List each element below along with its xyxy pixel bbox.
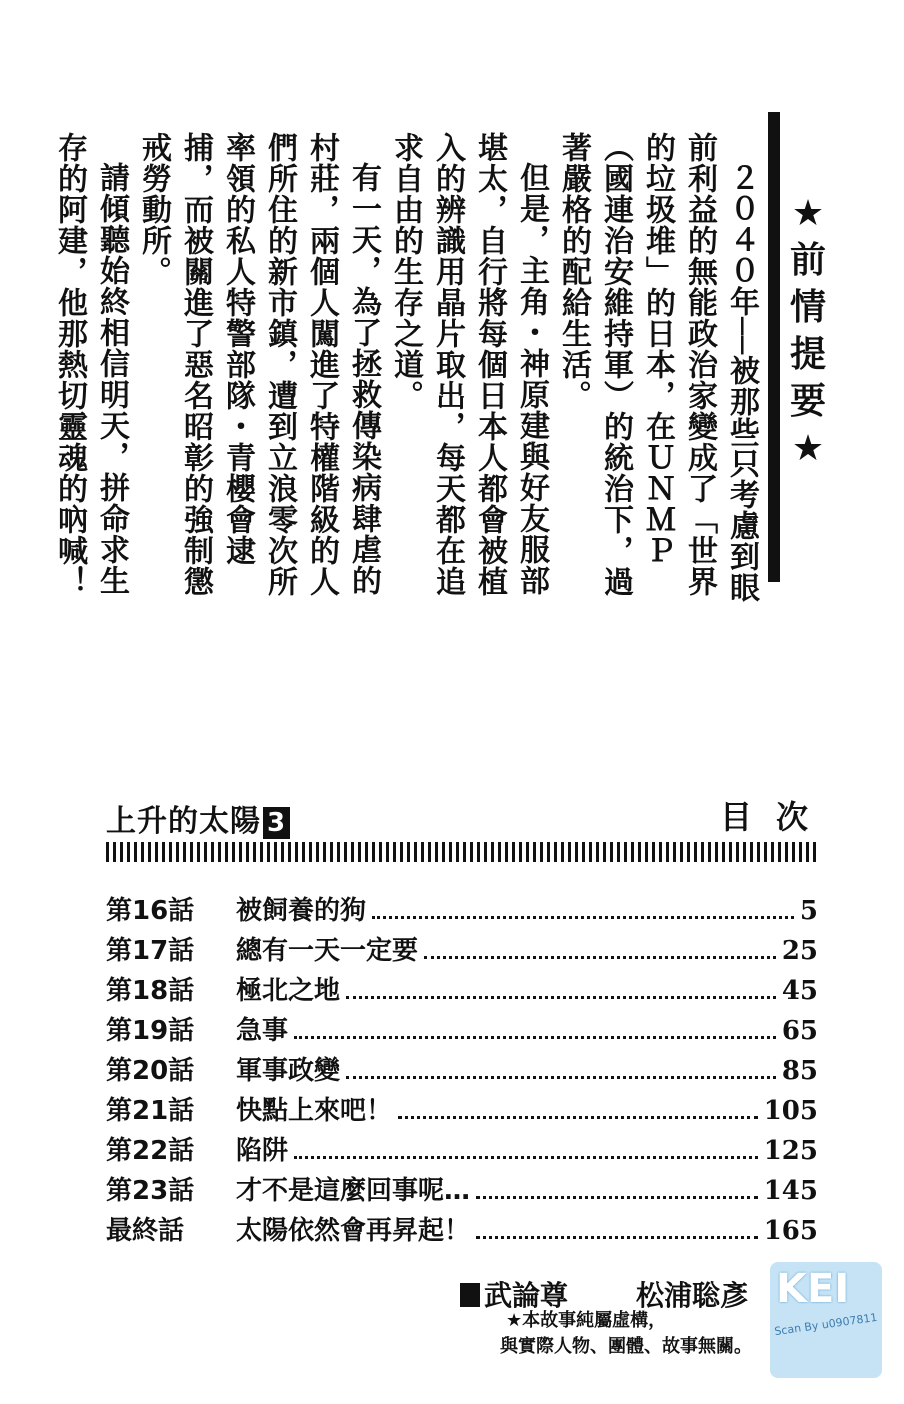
chapter-title: 才不是這麼回事呢… — [236, 1176, 471, 1206]
summary-title — [786, 190, 830, 472]
scan-watermark — [770, 1262, 882, 1378]
disclaimer — [500, 1308, 752, 1360]
writer-name: 武論尊 — [484, 1279, 569, 1312]
toc-divider — [106, 842, 820, 862]
toc-entry[interactable] — [106, 890, 818, 930]
summary-paragraph: 但是，主角・神原建與好友服部堪太，自行將每個日本人都會被植入的辨識用晶片取出，每天都在追求自由的生存之道。 — [388, 132, 549, 597]
summary-title-char: 前 — [789, 240, 826, 281]
toc-entry[interactable] — [106, 1050, 818, 1090]
summary-heading-bar — [768, 112, 780, 582]
leader-dots — [294, 1036, 776, 1039]
chapter-number: 第22話 — [106, 1136, 195, 1166]
disclaimer-line: ★本故事純屬虛構， — [506, 1310, 667, 1331]
star-icon: ★ — [791, 428, 825, 469]
toc-entry[interactable] — [106, 930, 818, 970]
toc-entry[interactable] — [106, 1090, 818, 1130]
toc-entry[interactable] — [106, 1210, 818, 1250]
leader-dots — [372, 916, 794, 919]
leader-dots — [346, 996, 776, 999]
chapter-page: 85 — [781, 1056, 818, 1086]
artist-name: 松浦聡彥 — [636, 1279, 749, 1312]
chapter-title: 極北之地 — [236, 976, 341, 1006]
summary-body — [52, 132, 762, 610]
chapter-title: 總有一天一定要 — [236, 936, 419, 966]
toc-list — [106, 890, 818, 1250]
chapter-page: 165 — [763, 1216, 818, 1246]
chapter-page: 105 — [763, 1096, 818, 1126]
toc-entry[interactable] — [106, 1130, 818, 1170]
book-title-text: 上升的太陽 — [106, 804, 261, 839]
summary-paragraph: 有一天，為了拯救傳染病肆虐的村莊，兩個人闖進了特權階級的人們所住的新市鎮，遭到立浪零次所率領的私人特警部隊・青櫻會逮捕，而被關進了惡名昭彰的強制懲戒勞動所。 — [136, 132, 381, 597]
summary-title-char: 情 — [789, 287, 826, 328]
chapter-number: 第21話 — [106, 1096, 195, 1126]
square-marker-icon — [460, 1283, 480, 1307]
disclaimer-line: 與實際人物、團體、故事無關。 — [500, 1336, 752, 1357]
toc-heading: 目次 — [720, 798, 833, 836]
chapter-title: 軍事政變 — [236, 1056, 341, 1086]
summary-paragraph: ２０４０年──被那些只考慮到眼前利益的無能政治家變成了「世界的垃圾堆」的日本，在ＵＮＭＰ（國連治安維持軍）的統治下，過著嚴格的配給生活。 — [556, 132, 759, 604]
book-title — [106, 796, 290, 840]
leader-dots — [398, 1116, 758, 1119]
chapter-number: 第17話 — [106, 936, 195, 966]
leader-dots — [294, 1156, 758, 1159]
chapter-page: 45 — [781, 976, 818, 1006]
volume-badge: 3 — [263, 807, 290, 839]
chapter-number: 第23話 — [106, 1176, 195, 1206]
toc-entry[interactable] — [106, 970, 818, 1010]
summary-title-char: 要 — [789, 381, 826, 422]
chapter-title: 快點上來吧！ — [236, 1096, 393, 1126]
leader-dots — [476, 1236, 758, 1239]
chapter-page: 65 — [781, 1016, 818, 1046]
star-icon: ★ — [791, 193, 825, 234]
chapter-title: 被飼養的狗 — [236, 896, 367, 926]
chapter-title: 急事 — [236, 1016, 289, 1046]
summary-title-char: 提 — [789, 334, 826, 375]
chapter-number: 最終話 — [106, 1216, 185, 1246]
chapter-page: 5 — [799, 896, 818, 926]
scan-logo: KEI — [776, 1266, 850, 1312]
toc-entry[interactable] — [106, 1010, 818, 1050]
chapter-title: 太陽依然會再昇起！ — [236, 1216, 471, 1246]
chapter-page: 145 — [763, 1176, 818, 1206]
chapter-page: 25 — [781, 936, 818, 966]
summary-paragraph: 請傾聽始終相信明天，拼命求生存的阿建，他那熱切靈魂的吶喊！ — [52, 132, 129, 597]
leader-dots — [476, 1196, 758, 1199]
chapter-number: 第18話 — [106, 976, 195, 1006]
scan-credit: Scan By u0907811 — [773, 1310, 879, 1339]
chapter-page: 125 — [763, 1136, 818, 1166]
chapter-title: 陷阱 — [236, 1136, 289, 1166]
chapter-number: 第19話 — [106, 1016, 195, 1046]
leader-dots — [346, 1076, 776, 1079]
toc-entry[interactable] — [106, 1170, 818, 1210]
chapter-number: 第20話 — [106, 1056, 195, 1086]
leader-dots — [424, 956, 776, 959]
chapter-number: 第16話 — [106, 896, 195, 926]
